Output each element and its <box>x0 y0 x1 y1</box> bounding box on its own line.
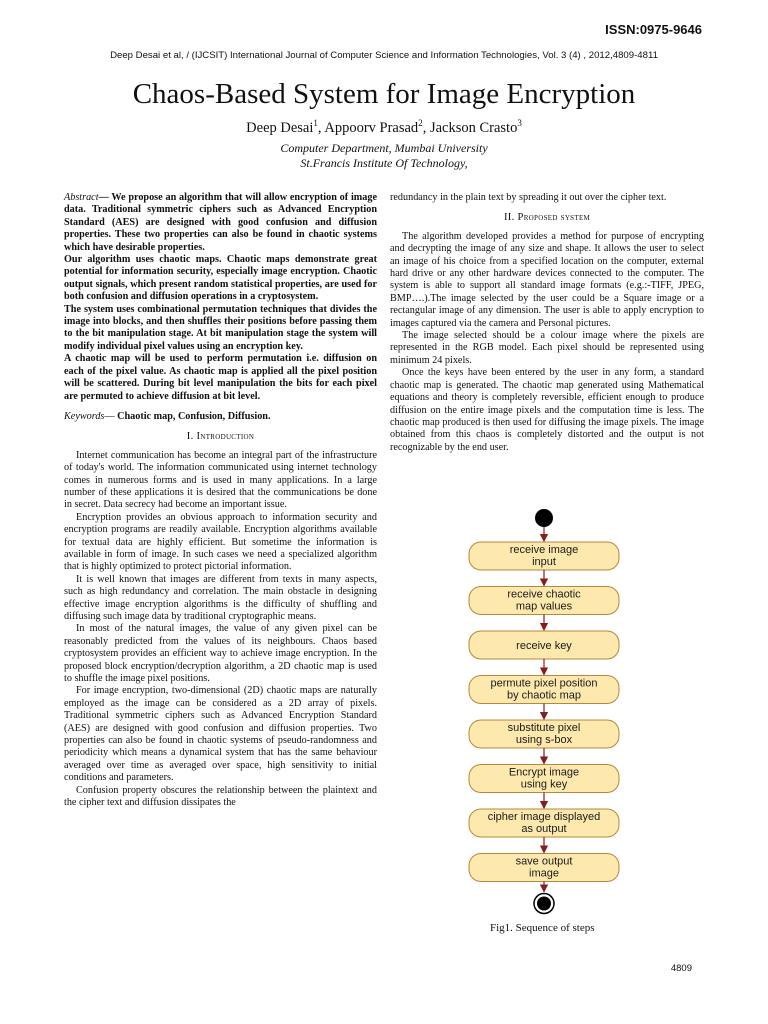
abstract-paragraph: The system uses combinational permutation techniques that divides the image into blocks, and then shuffles their positions before passing them to the bit manipulation stage. At bit manipulation stage the system will modify individual pixel values using an encryption key. <box>64 303 377 352</box>
author-affiliation-mark: 2 <box>418 118 423 128</box>
paper-title: Chaos-Based System for Image Encryption <box>132 78 636 110</box>
section-title: Introduction <box>196 431 255 443</box>
keywords-dash: — <box>104 410 118 422</box>
intro-paragraph: Encryption provides an obvious approach to information security and encryption programs are readily available. Encryption algorithms available for textual data are highly efficient. But sometime the information is available in form of image. In such cases we need a specialized algorithm that is highly optimized to protect pictorial information. <box>64 511 377 573</box>
step-label: receive key <box>516 640 572 652</box>
author-affiliation-mark: 1 <box>313 118 318 128</box>
author-separator: , <box>422 119 430 136</box>
step-label: receive image <box>509 544 579 556</box>
proposed-paragraph: Once the keys have been entered by the user in any form, a standard chaotic map is generated. The chaotic map generated using Mathematical equations and theory is completely reversible, efficient enough to produce diffusion on the entire image pixels and the computation time is less. The chaotic map produced is then used for diffusing the image pixels. The image obtained from this chaos is completely distorted and the output is not recognizable by the end user. <box>390 367 704 453</box>
step-label: map values <box>515 600 573 613</box>
right-column <box>390 192 704 454</box>
author-affiliation-mark: 3 <box>517 118 522 128</box>
abstract <box>64 192 377 403</box>
step-label: save output <box>515 855 573 868</box>
step-label: image <box>529 867 559 880</box>
abstract-paragraph: A chaotic map will be used to perform permutation i.e. diffusion on each of the pixel value. As chaotic map is applied all the pixel position will be scattered. During bit level manipulation the bits for each pixel are permuted to achieve diffusion at bit level. <box>64 353 377 402</box>
proposed-paragraph: The algorithm developed provides a method for purpose of encrypting and decrypting the image of any size and shape. It allows the user to select an image of his choice from a specified location on the computer, external hard drive or any other hardware devices connected to the computer. The system is able to support all standard image formats (e.g.:-TIFF, JPEG, BMP….).The image selected by the user could be a Square image or a rectangular image of any dimension. The user is able to apply encryption to images captured via the camera and Personal pictures. <box>390 230 704 329</box>
section-heading-proposed-system <box>390 212 704 224</box>
left-column <box>64 192 377 810</box>
section-title: Proposed system <box>517 212 591 224</box>
issn: ISSN:0975-9646 <box>605 22 702 37</box>
proposed-paragraph: The image selected should be a colour image where the pixels are represented in the RGB model. Each pixel should be represented using minimum 24 pixels. <box>390 330 704 366</box>
end-node <box>537 897 551 911</box>
step-label: as output <box>521 823 567 835</box>
affiliation-department: Computer Department, Mumbai University <box>280 141 488 155</box>
page-number: 4809 <box>670 963 692 974</box>
section-number: II. <box>503 212 515 224</box>
step-label: permute pixel position <box>490 677 598 690</box>
step-label: substitute pixel <box>507 722 581 734</box>
intro-continuation: redundancy in the plain text by spreading it out over the cipher text. <box>390 192 667 203</box>
keywords-label: Keywords <box>64 410 105 422</box>
intro-paragraph: Internet communication has become an integral part of the infrastructure of today's world. The information communicated using internet technology comes in numerous forms and is used in many applications. In a large number of these applications it is desired that the communications be done in secret. Data secrecy had become an important issue. <box>64 449 377 511</box>
keywords <box>64 411 377 423</box>
figure-caption: Fig1. Sequence of steps <box>490 922 595 934</box>
abstract-label: Abstract <box>64 192 99 203</box>
intro-paragraph: It is well known that images are different from texts in many aspects, such as high redundancy and correlation. The main obstacle in designing effective image encryption algorithms is the difficulty of shuffling and diffusing such image data by traditional cryptographic means. <box>64 573 377 622</box>
section-number: I. <box>186 431 194 443</box>
step-label: by chaotic map <box>507 689 581 702</box>
author-separator: , <box>317 119 325 136</box>
step-label: cipher image displayed <box>487 811 601 823</box>
intro-paragraph: Confusion property obscures the relationship between the plaintext and the cipher text and diffusion dissipates the <box>64 784 377 809</box>
step-label: Encrypt image <box>508 766 580 779</box>
author-list <box>0 118 768 137</box>
step-label: using s-box <box>515 734 573 746</box>
keywords-text: Chaotic map, Confusion, Diffusion. <box>117 410 271 422</box>
intro-paragraph: In most of the natural images, the value of any given pixel can be reasonably predicted from the values of its neighbours. Chaos based cryptosystem provides an efficient way to achieve image encryption. In the proposed block encryption/decryption algorithm, a 2D chaotic map is used to shuffle the image pixel positions. <box>64 623 377 685</box>
abstract-paragraph: Our algorithm uses chaotic maps. Chaotic maps demonstrate great potential for information security, especially image encryption. Chaotic output signals, which present random statistical properties, are used for both confusion and diffusion operations in a cryptosystem. <box>64 254 377 303</box>
author-name: Appoorv Prasad <box>324 119 419 136</box>
flowchart-diagram <box>448 508 648 918</box>
author-name: Deep Desai <box>246 119 314 136</box>
journal-header: Deep Desai et al, / (IJCSIT) International Journal of Computer Science and Information Technologies, Vol. 3 (4) , 2012,4809-4811 <box>110 50 658 61</box>
intro-paragraph: For image encryption, two-dimensional (2D) chaotic maps are naturally employed as the image can be considered as a 2D array of pixels. Traditional symmetric ciphers such as Advanced Encryption Standard (AES) are designed with good confusion and diffusion properties. Two properties can also be found in chaotic systems of pseudo-randomness and periodicity which means a dynamical system that has the same behaviour averaged over time as averaged over space, high sensitivity to initial conditions and parameters. <box>64 685 377 784</box>
author-name: Jackson Crasto <box>429 119 518 136</box>
abstract-paragraph: We propose an algorithm that will allow encryption of image data. Traditional symmetric ciphers such as Advanced Encryption Standard (AES) are designed with good confusion and diffusion properties. These two properties can also be found in chaotic systems which have desirable properties. <box>64 192 377 253</box>
affiliation <box>0 141 768 171</box>
step-label: input <box>532 556 556 568</box>
affiliation-institute: St.Francis Institute Of Technology, <box>300 156 468 170</box>
start-node <box>535 509 553 527</box>
abstract-dash: — <box>98 192 112 203</box>
section-heading-introduction <box>64 431 377 443</box>
step-label: receive chaotic <box>507 588 581 601</box>
step-label: using key <box>520 778 568 791</box>
